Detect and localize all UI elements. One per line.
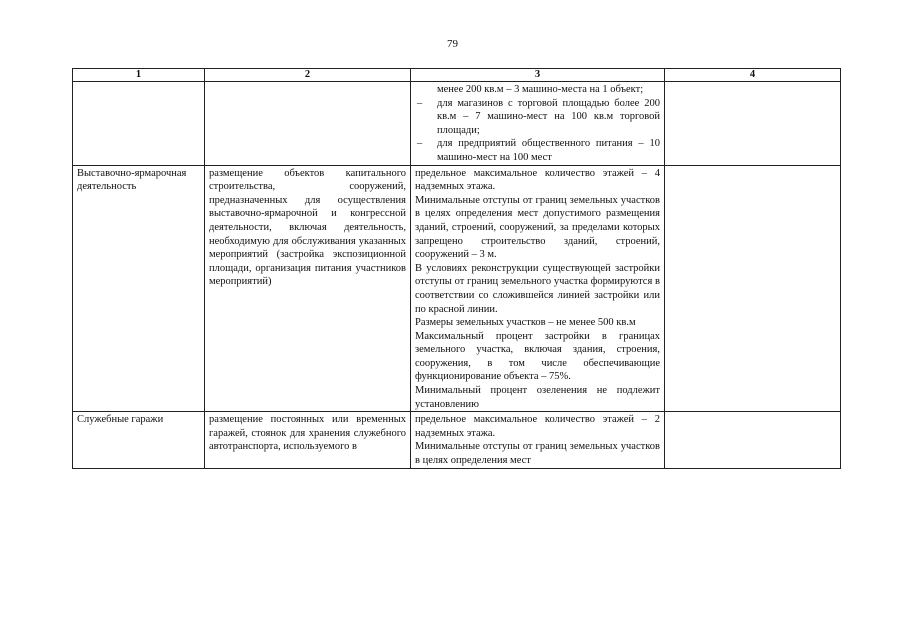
row2-description: размещение объектов капитального строительства, сооружений, предназначенных для осуществления выставочно-ярмарочной и конгрессной деятельности, включая деятельность, необходимую для обслуживания указанных мероприятий (застройка экспозиционной площади, организация питания участников мероприятий) — [205, 165, 411, 412]
row3-description: размещение постоянных или временных гаражей, стоянок для хранения служебного автотранспорта, используемого в — [205, 412, 411, 468]
parameter-paragraph: предельное максимальное количество этажей – 2 надземных этажа. — [415, 414, 660, 439]
parameter-paragraph: Минимальные отступы от границ земельных участков в целях определения мест допустимого размещения зданий, строений, сооружений, за пределами которых запрещено строительство зданий, строений, сооружений – 3 м. — [415, 194, 660, 261]
table-row — [73, 82, 841, 166]
parameter-paragraph: Минимальный процент озеленения не подлежит установлению — [415, 385, 660, 410]
page-number: 79 — [447, 38, 458, 50]
row1-parameters — [411, 82, 665, 166]
header-col-4: 4 — [665, 69, 841, 82]
row3-parameters — [411, 412, 665, 468]
list-item: – для предприятий общественного питания – 10 машино-мест на 100 мест — [417, 138, 660, 163]
parameter-paragraph: Максимальный процент застройки в границах земельного участка, включая здания, строения, сооружения, в том числе обеспечивающие функционирование объекта – 75%. — [415, 330, 660, 383]
header-col-2: 2 — [205, 69, 411, 82]
parameter-paragraph: Минимальные отступы от границ земельных участков в целях определения мест — [415, 441, 660, 467]
table-header-row — [73, 69, 841, 82]
parameter-paragraph: предельное максимальное количество этажей – 4 надземных этажа. — [415, 167, 660, 193]
row1-notes — [665, 82, 841, 166]
row3-notes — [665, 412, 841, 468]
table-row — [73, 412, 841, 468]
header-col-3: 3 — [411, 69, 665, 82]
parameter-paragraph: В условиях реконструкции существующей застройки отступы от границ земельного участка формируются в соответствии со сложившейся линией застройки или по красной линии. — [415, 262, 660, 315]
row1-use-type — [73, 82, 205, 166]
regulations-table — [72, 68, 841, 469]
list-item: – для магазинов с торговой площадью более 200 кв.м – 7 машино-мест на 100 кв.м торговой площади; — [417, 97, 660, 136]
row2-notes — [665, 165, 841, 412]
row2-use-type: Выставочно-ярмарочная деятельность — [73, 165, 205, 412]
header-col-1: 1 — [73, 69, 205, 82]
list-item: менее 200 кв.м – 3 машино-места на 1 объект; — [437, 84, 644, 95]
parameter-paragraph: Размеры земельных участков – не менее 500 кв.м — [415, 317, 636, 329]
table-row — [73, 165, 841, 412]
row1-description — [205, 82, 411, 166]
row2-parameters — [411, 165, 665, 412]
row3-use-type: Служебные гаражи — [73, 412, 205, 468]
